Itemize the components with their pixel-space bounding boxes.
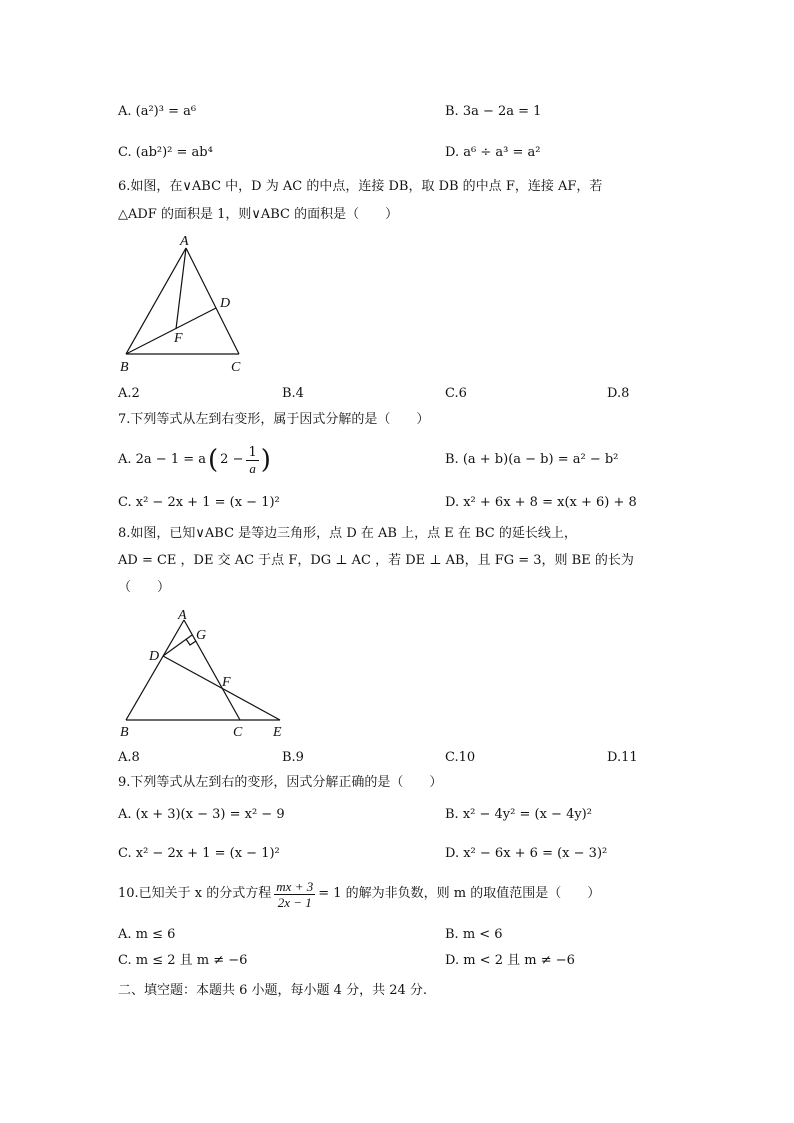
- q10-fraction: [274, 879, 315, 910]
- q8-label-e: E: [273, 725, 282, 740]
- q6-stem-line2: △ADF 的面积是 1，则∨ABC 的面积是（ ）: [118, 207, 399, 222]
- q7-fraction-den: a: [249, 460, 256, 476]
- q5-option-c: C. (ab²)² = ab⁴: [118, 145, 213, 160]
- q6-label-f: F: [174, 331, 183, 346]
- q8-segment-ab: [126, 620, 184, 720]
- q8-label-c: C: [233, 725, 243, 740]
- q9-option-c: C. x² − 2x + 1 = (x − 1)²: [118, 846, 280, 861]
- q10-option-c: C. m ≤ 2 且 m ≠ −6: [118, 953, 248, 968]
- q8-label-b: B: [120, 725, 129, 740]
- q7-option-d: D. x² + 6x + 8 = x(x + 6) + 8: [445, 495, 637, 510]
- q6-triangle-figure: [110, 232, 260, 377]
- q6-segment-af: [176, 248, 186, 329]
- q9-option-a: A. (x + 3)(x − 3) = x² − 9: [118, 807, 285, 822]
- q8-option-c: C.10: [445, 750, 476, 765]
- q10-option-a: A. m ≤ 6: [118, 927, 176, 942]
- q10-option-d: D. m < 2 且 m ≠ −6: [445, 953, 575, 968]
- q6-option-b: B.4: [282, 386, 304, 401]
- q7-option-a-prefix: 2 −: [220, 452, 244, 467]
- q7-open-paren: (: [208, 445, 219, 475]
- q8-triangle-figure: [110, 604, 310, 744]
- q8-segment-dg: [163, 635, 192, 656]
- q8-label-d: D: [149, 649, 160, 664]
- q6-label-b: B: [120, 360, 129, 375]
- q8-stem-line2: AD = CE ，DE 交 AC 于点 F，DG ⊥ AC ，若 DE ⊥ AB，且 FG = 3，则 BE 的长为: [118, 553, 634, 568]
- q8-segment-ac: [184, 620, 240, 720]
- q5-option-d: D. a⁶ ÷ a³ = a²: [445, 145, 541, 160]
- q7-option-c: C. x² − 2x + 1 = (x − 1)²: [118, 495, 280, 510]
- q8-stem-line3: （ ）: [118, 580, 171, 595]
- q6-segment-ac: [186, 248, 239, 354]
- q8-option-b: B.9: [282, 750, 304, 765]
- q6-label-c: C: [231, 360, 241, 375]
- q8-stem-line1: 8.如图，已知∨ABC 是等边三角形，点 D 在 AB 上，点 E 在 BC 的延长线上，: [118, 526, 577, 541]
- q7-stem: 7.下列等式从左到右变形，属于因式分解的是（ ）: [118, 412, 430, 427]
- q5-option-b: B. 3a − 2a = 1: [445, 104, 542, 119]
- q6-option-a: A.2: [118, 386, 140, 401]
- q7-close-paren: ): [260, 445, 271, 475]
- q7-option-b: B. (a + b)(a − b) = a² − b²: [445, 452, 619, 467]
- q10-fraction-num: mx + 3: [276, 878, 314, 894]
- q6-label-a: A: [180, 234, 189, 249]
- q6-option-d: D.8: [607, 386, 630, 401]
- q6-option-c: C.6: [445, 386, 467, 401]
- q7-option-a: [118, 440, 271, 480]
- q10-option-b: B. m < 6: [445, 927, 503, 942]
- q8-option-a: A.8: [118, 750, 140, 765]
- q9-option-b: B. x² − 4y² = (x − 4y)²: [445, 807, 592, 822]
- q7-option-a-left: A. 2a − 1 = a: [118, 452, 207, 467]
- q8-option-d: D.11: [607, 750, 638, 765]
- q10-stem: [118, 876, 600, 912]
- q10-fraction-den: 2x − 1: [277, 894, 312, 910]
- q9-option-d: D. x² − 6x + 6 = (x − 3)²: [445, 846, 608, 861]
- q5-option-a: A. (a²)³ = a⁶: [118, 104, 197, 119]
- q7-fraction: [246, 445, 258, 476]
- q6-label-d: D: [220, 296, 231, 311]
- q8-label-f: F: [222, 675, 231, 690]
- q9-stem: 9.下列等式从左到右的变形，因式分解正确的是（ ）: [118, 775, 443, 790]
- q8-label-a: A: [178, 608, 187, 623]
- section-heading-fill-in: 二、填空题：本题共 6 小题，每小题 4 分，共 24 分.: [118, 983, 428, 998]
- q7-fraction-num: 1: [248, 444, 257, 460]
- q10-stem-post: = 1 的解为非负数，则 m 的取值范围是（ ）: [318, 886, 601, 901]
- q10-stem-pre: 10.已知关于 x 的分式方程: [118, 886, 272, 901]
- q6-stem-line1: 6.如图，在∨ABC 中，D 为 AC 的中点，连接 DB，取 DB 的中点 F，连接 AF，若: [118, 179, 603, 194]
- q8-label-g: G: [196, 628, 207, 643]
